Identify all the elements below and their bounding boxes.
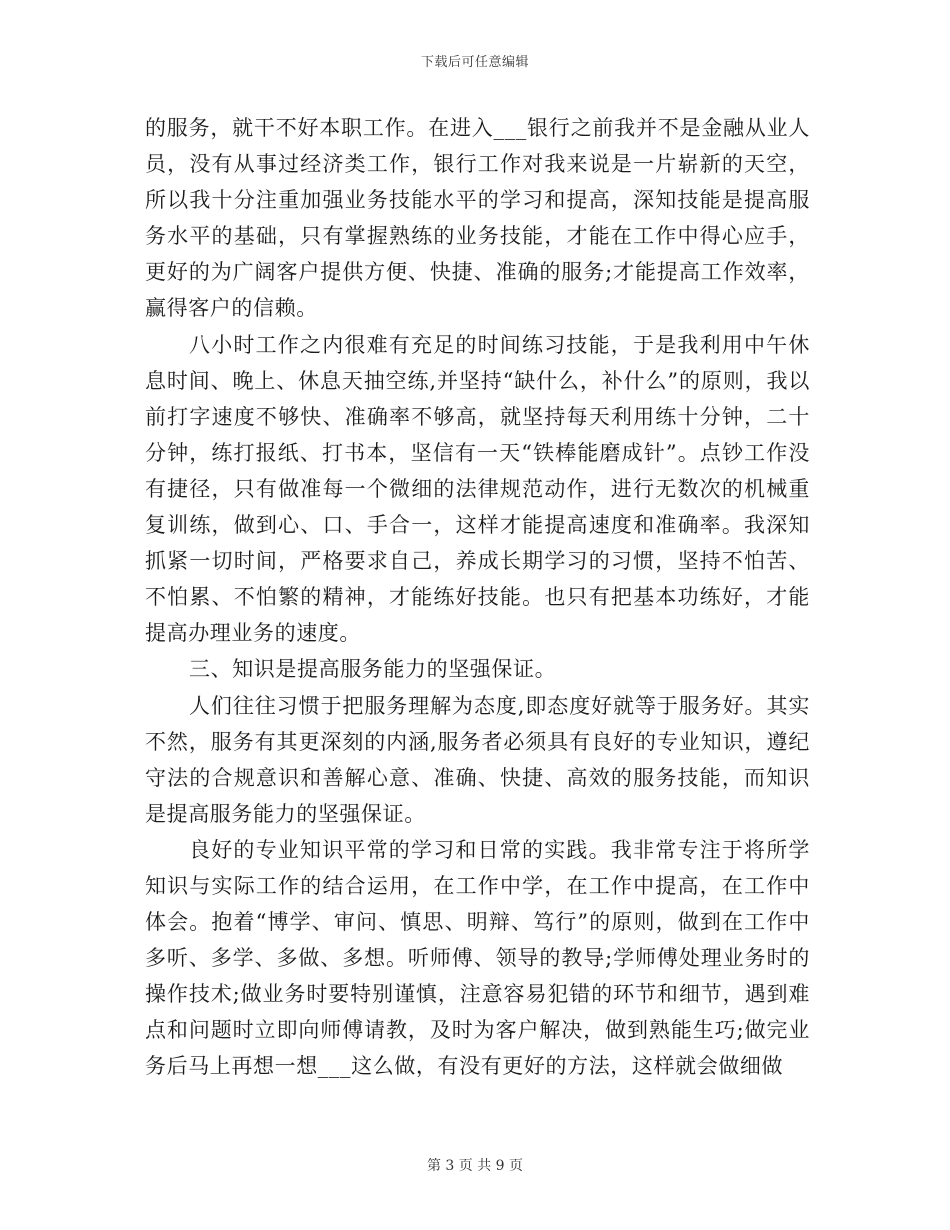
page-number: 第 3 页 共 9 页 — [426, 1158, 524, 1174]
document-body — [145, 110, 810, 1085]
page-header: 下载后可任意编辑 — [420, 55, 529, 70]
paragraph-continuation: 的服务，就干不好本职工作。在进入___银行之前我并不是金融从业人员，没有从事过经济类工作，银行工作对我来说是一片崭新的天空，所以我十分注重加强业务技能水平的学习和提高，深知技能是提高服务水平的基础，只有掌握熟练的业务技能，才能在工作中得心应手，更好的为广阔客户提供方便、快捷、准确的服务;才能提高工作效率，赢得客户的信赖。 — [145, 116, 810, 321]
paragraph-practice-time: 八小时工作之内很难有充足的时间练习技能，于是我利用中午休息时间、晚上、休息天抽空练,并坚持“缺什么，补什么”的原则，我以前打字速度不够快、准确率不够高，就坚持每天利用练十分钟，二十分钟，练打报纸、打书本，坚信有一天“铁棒能磨成针”。点钞工作没有捷径，只有做准每一个微细的法律规范动作，进行无数次的机械重复训练，做到心、口、手合一，这样才能提高速度和准确率。我深知抓紧一切时间，严格要求自己，养成长期学习的习惯，坚持不怕苦、不怕累、不怕繁的精神，才能练好技能。也只有把基本功练好，才能提高办理业务的速度。 — [145, 332, 810, 646]
paragraph-service-attitude: 人们往往习惯于把服务理解为态度,即态度好就等于服务好。其实不然，服务有其更深刻的内涵,服务者必须具有良好的专业知识，遵纪守法的合规意识和善解心意、准确、快捷、高效的服务技能，而知识是提高服务能力的坚强保证。 — [145, 693, 810, 826]
paragraph-professional-knowledge: 良好的专业知识平常的学习和日常的实践。我非常专注于将所学知识与实际工作的结合运用，在工作中学，在工作中提高，在工作中体会。抱着“博学、审问、慎思、明辩、笃行”的原则，做到在工作中多听、多学、多做、多想。听师傅、领导的教导;学师傅处理业务时的操作技术;做业务时要特别谨慎，注意容易犯错的环节和细节，遇到难点和问题时立即向师傅请教，及时为客户解决，做到熟能生巧;做完业务后马上再想一想___这么做，有没有更好的方法，这样就会做细做 — [145, 837, 810, 1079]
section-heading-knowledge: 三、知识是提高服务能力的坚强保证。 — [189, 657, 557, 682]
